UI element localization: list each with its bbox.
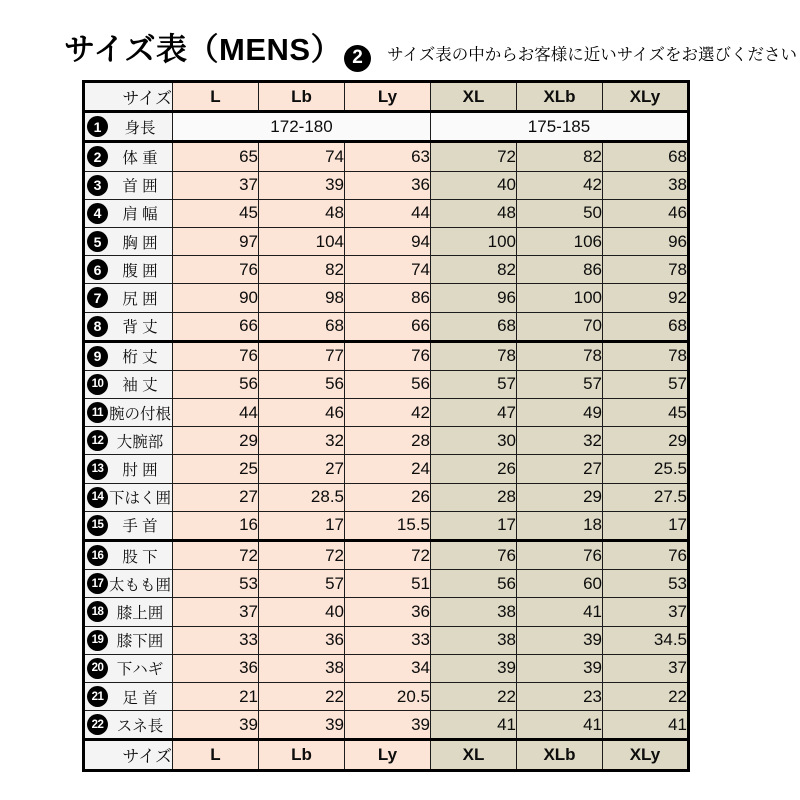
value-cell: 78 <box>431 341 517 370</box>
value-cell: 20.5 <box>345 682 431 710</box>
table-row <box>84 142 689 171</box>
value-cell: 100 <box>517 284 603 312</box>
value-cell: 77 <box>259 341 345 370</box>
size-table <box>82 80 690 772</box>
value-cell: 66 <box>345 312 431 341</box>
value-cell: 57 <box>259 570 345 598</box>
value-cell: 28 <box>345 427 431 455</box>
table-row <box>84 626 689 654</box>
table-row <box>84 199 689 227</box>
value-cell: 42 <box>345 399 431 427</box>
value-cell: 27 <box>259 455 345 483</box>
value-cell: 28.5 <box>259 483 345 511</box>
row-number-badge: 20 <box>87 658 108 679</box>
height-value-left: 172-180 <box>173 112 431 142</box>
row-number-badge: 7 <box>87 287 108 308</box>
value-cell: 37 <box>603 598 689 626</box>
value-cell: 39 <box>345 711 431 740</box>
value-cell: 34.5 <box>603 626 689 654</box>
corner-label: サイズ <box>84 740 173 770</box>
value-cell: 37 <box>173 598 259 626</box>
value-cell: 90 <box>173 284 259 312</box>
row-number-badge: 13 <box>87 459 108 480</box>
page-subtitle: サイズ表の中からお客様に近いサイズをお選びください <box>387 46 797 64</box>
value-cell: 32 <box>517 427 603 455</box>
table-row <box>84 455 689 483</box>
column-header-XLb: XLb <box>517 82 603 112</box>
value-cell: 56 <box>173 370 259 398</box>
value-cell: 74 <box>345 256 431 284</box>
value-cell: 76 <box>345 341 431 370</box>
table-row <box>84 312 689 341</box>
value-cell: 22 <box>259 682 345 710</box>
value-cell: 100 <box>431 227 517 255</box>
row-label: 足 首 <box>122 689 158 707</box>
value-cell: 29 <box>173 427 259 455</box>
value-cell: 37 <box>603 654 689 682</box>
value-cell: 38 <box>259 654 345 682</box>
row-number-badge: 15 <box>87 515 108 536</box>
value-cell: 56 <box>431 570 517 598</box>
height-value-right: 175-185 <box>431 112 689 142</box>
row-label-cell <box>84 142 173 171</box>
value-cell: 33 <box>345 626 431 654</box>
row-number-badge: 19 <box>87 630 108 651</box>
value-cell: 21 <box>173 682 259 710</box>
table-row <box>84 541 689 570</box>
value-cell: 49 <box>517 399 603 427</box>
row-number-badge: 11 <box>87 402 108 423</box>
value-cell: 34 <box>345 654 431 682</box>
column-header-XLy: XLy <box>603 740 689 770</box>
value-cell: 16 <box>173 511 259 540</box>
value-cell: 48 <box>259 199 345 227</box>
table-row <box>84 511 689 540</box>
row-number-badge: 2 <box>87 146 108 167</box>
value-cell: 72 <box>431 142 517 171</box>
column-header-XLy: XLy <box>603 82 689 112</box>
value-cell: 68 <box>431 312 517 341</box>
value-cell: 18 <box>517 511 603 540</box>
column-header-Lb: Lb <box>259 82 345 112</box>
value-cell: 36 <box>345 171 431 199</box>
value-cell: 57 <box>603 370 689 398</box>
row-number-badge: 4 <box>87 203 108 224</box>
value-cell: 39 <box>517 654 603 682</box>
row-label: 膝上囲 <box>116 604 164 622</box>
value-cell: 78 <box>517 341 603 370</box>
row-number-badge: 18 <box>87 601 108 622</box>
row-label: 桁 丈 <box>122 349 158 367</box>
value-cell: 24 <box>345 455 431 483</box>
row-label: 胸 囲 <box>122 234 158 252</box>
value-cell: 51 <box>345 570 431 598</box>
row-label: 腹 囲 <box>122 262 158 280</box>
row-label-cell <box>84 541 173 570</box>
value-cell: 63 <box>345 142 431 171</box>
row-number-badge: 16 <box>87 545 108 566</box>
value-cell: 76 <box>517 541 603 570</box>
row-label-cell <box>84 654 173 682</box>
column-header-L: L <box>173 82 259 112</box>
row-label: 首 囲 <box>122 178 158 196</box>
height-row <box>84 112 689 142</box>
table-row <box>84 284 689 312</box>
value-cell: 72 <box>259 541 345 570</box>
value-cell: 78 <box>603 341 689 370</box>
value-cell: 47 <box>431 399 517 427</box>
row-label-cell <box>84 483 173 511</box>
row-label-cell <box>84 570 173 598</box>
value-cell: 57 <box>431 370 517 398</box>
value-cell: 41 <box>603 711 689 740</box>
row-label-cell <box>84 682 173 710</box>
table-row <box>84 483 689 511</box>
value-cell: 45 <box>173 199 259 227</box>
value-cell: 46 <box>259 399 345 427</box>
value-cell: 76 <box>431 541 517 570</box>
table-row <box>84 370 689 398</box>
value-cell: 72 <box>173 541 259 570</box>
row-number-badge: 12 <box>87 430 108 451</box>
row-label-cell <box>84 455 173 483</box>
value-cell: 41 <box>431 711 517 740</box>
table-row <box>84 711 689 740</box>
value-cell: 97 <box>173 227 259 255</box>
row-number-badge: 10 <box>87 374 108 395</box>
column-header-L: L <box>173 740 259 770</box>
value-cell: 27.5 <box>603 483 689 511</box>
row-label-cell <box>84 370 173 398</box>
table-row <box>84 227 689 255</box>
value-cell: 76 <box>173 341 259 370</box>
row-label: 大腕部 <box>116 433 164 451</box>
row-label: 袖 丈 <box>122 377 158 395</box>
row-label-cell <box>84 171 173 199</box>
value-cell: 82 <box>259 256 345 284</box>
title-number-badge-icon: 2 <box>344 45 371 72</box>
value-cell: 17 <box>603 511 689 540</box>
footer-row <box>84 740 689 770</box>
value-cell: 36 <box>259 626 345 654</box>
value-cell: 27 <box>517 455 603 483</box>
value-cell: 68 <box>603 312 689 341</box>
value-cell: 27 <box>173 483 259 511</box>
value-cell: 76 <box>603 541 689 570</box>
row-label: 股 下 <box>122 548 158 566</box>
value-cell: 40 <box>431 171 517 199</box>
column-header-Lb: Lb <box>259 740 345 770</box>
value-cell: 39 <box>431 654 517 682</box>
value-cell: 96 <box>431 284 517 312</box>
row-number-badge: 8 <box>87 316 108 337</box>
row-label: 太もも囲 <box>108 576 171 594</box>
value-cell: 41 <box>517 598 603 626</box>
row-number-badge: 21 <box>87 686 108 707</box>
table-row <box>84 654 689 682</box>
value-cell: 22 <box>603 682 689 710</box>
value-cell: 60 <box>517 570 603 598</box>
value-cell: 56 <box>345 370 431 398</box>
value-cell: 53 <box>603 570 689 598</box>
row-label: 腕の付根 <box>108 405 171 423</box>
row-label-cell <box>84 256 173 284</box>
value-cell: 66 <box>173 312 259 341</box>
value-cell: 26 <box>431 455 517 483</box>
header-row <box>84 82 689 112</box>
column-header-XL: XL <box>431 740 517 770</box>
row-label: 背 丈 <box>122 319 158 337</box>
value-cell: 17 <box>259 511 345 540</box>
row-number-badge: 1 <box>87 116 108 137</box>
row-label: 肩 幅 <box>122 206 158 224</box>
row-label-cell <box>84 284 173 312</box>
value-cell: 104 <box>259 227 345 255</box>
value-cell: 44 <box>173 399 259 427</box>
row-label-cell <box>84 227 173 255</box>
row-label-cell <box>84 626 173 654</box>
table-row <box>84 399 689 427</box>
row-label: 肘 囲 <box>122 462 158 480</box>
column-header-Ly: Ly <box>345 740 431 770</box>
value-cell: 53 <box>173 570 259 598</box>
row-number-badge: 17 <box>87 573 108 594</box>
row-label: 手 首 <box>122 518 158 536</box>
table-row <box>84 682 689 710</box>
column-header-Ly: Ly <box>345 82 431 112</box>
row-label: 下ハギ <box>116 661 164 679</box>
value-cell: 106 <box>517 227 603 255</box>
row-label: 下はく囲 <box>108 490 171 508</box>
value-cell: 78 <box>603 256 689 284</box>
value-cell: 56 <box>259 370 345 398</box>
value-cell: 15.5 <box>345 511 431 540</box>
row-label-cell <box>84 341 173 370</box>
value-cell: 48 <box>431 199 517 227</box>
value-cell: 57 <box>517 370 603 398</box>
row-label-cell <box>84 199 173 227</box>
value-cell: 94 <box>345 227 431 255</box>
row-label: 尻 囲 <box>122 290 158 308</box>
row-label-cell <box>84 711 173 740</box>
column-header-XL: XL <box>431 82 517 112</box>
row-label: 体 重 <box>122 149 158 167</box>
value-cell: 68 <box>259 312 345 341</box>
value-cell: 72 <box>345 541 431 570</box>
value-cell: 22 <box>431 682 517 710</box>
value-cell: 37 <box>173 171 259 199</box>
value-cell: 46 <box>603 199 689 227</box>
value-cell: 36 <box>173 654 259 682</box>
value-cell: 45 <box>603 399 689 427</box>
value-cell: 33 <box>173 626 259 654</box>
corner-label: サイズ <box>84 82 173 112</box>
value-cell: 28 <box>431 483 517 511</box>
value-cell: 65 <box>173 142 259 171</box>
value-cell: 92 <box>603 284 689 312</box>
row-number-badge: 5 <box>87 231 108 252</box>
value-cell: 96 <box>603 227 689 255</box>
table-row <box>84 570 689 598</box>
value-cell: 76 <box>173 256 259 284</box>
row-number-badge: 9 <box>87 346 108 367</box>
table-row <box>84 256 689 284</box>
value-cell: 36 <box>345 598 431 626</box>
value-cell: 39 <box>173 711 259 740</box>
value-cell: 82 <box>517 142 603 171</box>
value-cell: 74 <box>259 142 345 171</box>
table-row <box>84 341 689 370</box>
value-cell: 39 <box>259 711 345 740</box>
value-cell: 86 <box>517 256 603 284</box>
row-label: スネ長 <box>116 717 164 735</box>
table-row <box>84 171 689 199</box>
value-cell: 38 <box>431 598 517 626</box>
row-number-badge: 14 <box>87 487 108 508</box>
value-cell: 82 <box>431 256 517 284</box>
value-cell: 50 <box>517 199 603 227</box>
table-row <box>84 598 689 626</box>
value-cell: 25.5 <box>603 455 689 483</box>
value-cell: 39 <box>517 626 603 654</box>
value-cell: 26 <box>345 483 431 511</box>
value-cell: 29 <box>517 483 603 511</box>
page-title: サイズ表（MENS） <box>64 32 343 67</box>
value-cell: 39 <box>259 171 345 199</box>
value-cell: 44 <box>345 199 431 227</box>
row-number-badge: 6 <box>87 259 108 280</box>
column-header-XLb: XLb <box>517 740 603 770</box>
value-cell: 41 <box>517 711 603 740</box>
value-cell: 86 <box>345 284 431 312</box>
row-label: 膝下囲 <box>116 633 164 651</box>
row-label-cell <box>84 112 173 142</box>
table-row <box>84 427 689 455</box>
row-label-cell <box>84 598 173 626</box>
value-cell: 42 <box>517 171 603 199</box>
row-label-cell <box>84 312 173 341</box>
row-number-badge: 22 <box>87 714 108 735</box>
value-cell: 17 <box>431 511 517 540</box>
row-label-cell <box>84 511 173 540</box>
value-cell: 38 <box>431 626 517 654</box>
value-cell: 68 <box>603 142 689 171</box>
value-cell: 25 <box>173 455 259 483</box>
value-cell: 29 <box>603 427 689 455</box>
value-cell: 32 <box>259 427 345 455</box>
row-number-badge: 3 <box>87 175 108 196</box>
row-label-cell <box>84 399 173 427</box>
value-cell: 98 <box>259 284 345 312</box>
value-cell: 30 <box>431 427 517 455</box>
value-cell: 70 <box>517 312 603 341</box>
title-bar <box>64 24 797 69</box>
value-cell: 40 <box>259 598 345 626</box>
row-label-cell <box>84 427 173 455</box>
value-cell: 38 <box>603 171 689 199</box>
row-label: 身長 <box>124 119 156 137</box>
value-cell: 23 <box>517 682 603 710</box>
